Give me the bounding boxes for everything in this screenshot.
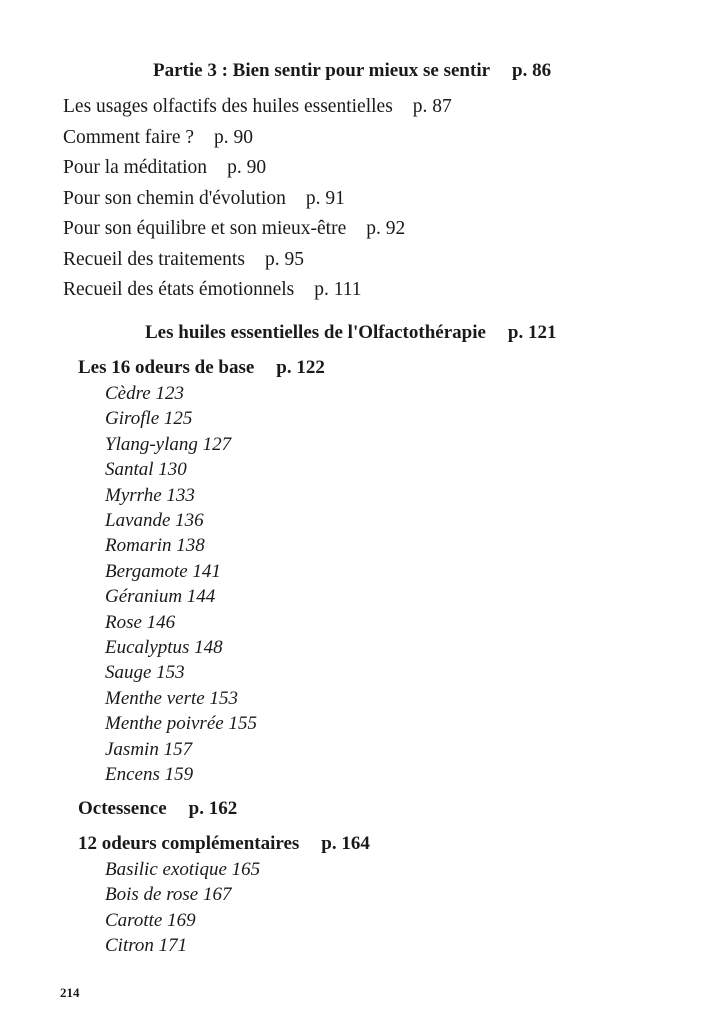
- toc-entry: [63, 92, 452, 123]
- entry-label: Recueil des états émotionnels: [63, 279, 295, 300]
- entry-page: p. 95: [264, 248, 304, 270]
- subheading-base: [78, 357, 325, 379]
- subheading-page: p. 164: [321, 833, 370, 854]
- toc-entry: [63, 123, 452, 154]
- odor-item: Girofle 125: [105, 408, 193, 430]
- odor-item: Bois de rose 167: [105, 884, 232, 906]
- toc-entry: [63, 245, 452, 276]
- subheading-title: 12 odeurs complémentaires: [78, 833, 300, 854]
- odor-item: Santal 130: [105, 459, 187, 481]
- odor-item: Menthe verte 153: [105, 687, 238, 709]
- entry-page: p. 91: [305, 187, 345, 209]
- partie-3-entries: [63, 92, 452, 306]
- subheading-title: Les 16 odeurs de base: [78, 357, 255, 378]
- entry-label: Pour son équilibre et son mieux-être: [63, 218, 347, 239]
- toc-entry: [63, 214, 452, 245]
- subheading-title: Octessence: [78, 798, 167, 819]
- odor-item: Citron 171: [105, 935, 188, 957]
- odor-item: Géranium 144: [105, 586, 216, 608]
- entry-label: Comment faire ?: [63, 126, 195, 148]
- odor-item: Sauge 153: [105, 662, 185, 684]
- heading-title: Les huiles essentielles de l'Olfactothérapie: [145, 322, 486, 343]
- entry-page: p. 90: [227, 157, 267, 178]
- odor-item: Encens 159: [105, 764, 194, 786]
- odor-item: Basilic exotique 165: [105, 859, 261, 880]
- entry-label: Recueil des traitements: [63, 248, 245, 270]
- base-odors-list: [105, 381, 257, 788]
- entry-page: p. 87: [412, 96, 452, 117]
- page-number: 214: [60, 985, 80, 1000]
- entry-page: p. 90: [214, 126, 254, 148]
- odor-item: Menthe poivrée 155: [105, 713, 257, 735]
- entry-label: Les usages olfactifs des huiles essentielles: [63, 96, 393, 117]
- subheading-page: p. 122: [276, 357, 325, 378]
- odor-item: Rose 146: [105, 611, 176, 633]
- heading-page: p. 121: [507, 322, 557, 343]
- entry-page: p. 92: [366, 218, 406, 239]
- toc-entry: [63, 275, 452, 306]
- odor-item: Eucalyptus 148: [105, 637, 223, 659]
- odor-item: Myrrhe 133: [105, 484, 195, 506]
- subheading-octessence: [78, 798, 237, 820]
- subheading-complementaires: [78, 833, 370, 855]
- heading-title: Partie 3 : Bien sentir pour mieux se sentir: [153, 60, 491, 81]
- toc-entry: [63, 153, 452, 184]
- odor-item: Lavande 136: [105, 510, 204, 532]
- heading-page: p. 86: [512, 60, 552, 81]
- odor-item: Jasmin 157: [105, 738, 193, 760]
- toc-entry: [63, 184, 452, 215]
- section-heading-huiles: [145, 322, 556, 344]
- odor-item: Carotte 169: [105, 909, 196, 931]
- odor-item: Bergamote 141: [105, 560, 221, 582]
- complementary-odors-list: [105, 857, 260, 959]
- odor-item: Ylang-ylang 127: [105, 433, 232, 455]
- section-heading-partie-3: [153, 60, 551, 82]
- entry-page: p. 111: [314, 279, 362, 300]
- subheading-page: p. 162: [188, 798, 238, 819]
- odor-item: Cèdre 123: [105, 383, 184, 404]
- entry-label: Pour son chemin d'évolution: [63, 187, 286, 209]
- odor-item: Romarin 138: [105, 535, 205, 557]
- entry-label: Pour la méditation: [63, 157, 208, 178]
